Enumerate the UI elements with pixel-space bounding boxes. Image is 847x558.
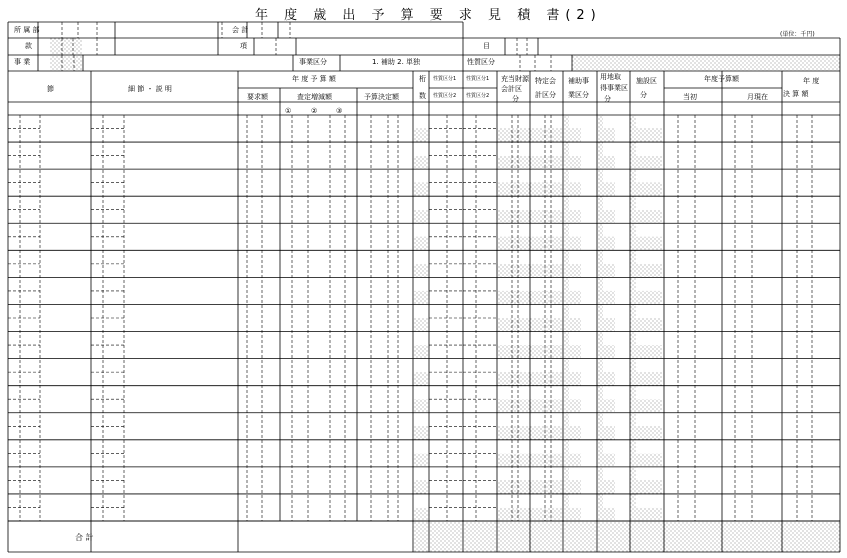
shaded-cell [414,264,428,278]
shaded-cell [597,129,615,143]
shaded-cell [414,291,428,305]
kessan-header-2: 決 算 額 [783,90,809,98]
yochi-header-1: 用地取 [600,73,621,81]
tokutei-header-2: 計区分 [535,91,556,99]
shozoku-label: 所 属 部 [14,26,40,34]
shaded-cell [597,156,615,170]
shaded-cell [563,426,581,440]
juutou-header-2: 会計区 [501,85,522,93]
shaded-cell [414,183,428,197]
shaded-cell [597,507,615,521]
shaded-cell [630,129,662,143]
kou-label: 項 [240,42,247,50]
shaded-cell [414,210,428,224]
shaded-cell [597,345,615,359]
jigyou-kubun-label: 事業区分 [299,58,327,66]
seishitsu2b-header: 性質区分2 [466,93,490,99]
shaded-cell [563,345,581,359]
keta-header: 桁 [419,75,426,83]
shaded-cell [597,210,615,224]
yochi-header-3: 分 [604,95,611,103]
yosangaku-header: 年 度 予 算 額 [292,75,336,83]
shaded-cell [414,318,428,332]
genzai-header: 月現在 [747,93,768,101]
shaded-cell [597,453,615,467]
shaded-cell [414,129,428,143]
shaded-cell [414,372,428,386]
kaikei-label: 会 計 [232,26,249,34]
jigyou-options: 1. 補助 2. 単独 [372,58,421,66]
unit-note: (単位：千円) [780,31,815,38]
shaded-cell [630,372,662,386]
moku-label: 目 [483,42,490,50]
shaded-cell [630,453,662,467]
tokutei-header-1: 特定会 [535,77,556,85]
shaded-cell [414,237,428,251]
seishitsu1a-header: 性質区分1 [433,76,457,82]
shaded-cell [630,318,662,332]
jigyou-label: 事 業 [14,58,31,66]
shaded-cell [414,521,840,552]
shaded-cell [597,291,615,305]
shaded-cell [563,318,581,332]
saimoku-header: 細 節 ・ 説 明 [128,85,172,93]
shaded-cell [630,507,662,521]
kan-label: 款 [25,42,32,50]
hojo-header-1: 補助事 [568,77,589,85]
keta2-header: 数 [419,92,426,100]
shaded-cell [414,345,428,359]
shaded-cell [563,129,581,143]
touhatsu-header: 当初 [683,93,697,101]
satei-header: 査定増減額 [297,93,332,101]
shaded-cell [414,156,428,170]
shisetsu-header-1: 施設区 [636,77,657,85]
shaded-cell [414,453,428,467]
shaded-cell [50,38,82,55]
shaded-cell [597,372,615,386]
shaded-cell [563,453,581,467]
mark-2: ② [311,107,318,115]
shaded-cell [414,399,428,413]
hojo-header-2: 業区分 [568,91,589,99]
mark-1: ① [285,107,292,115]
form-title: 年 度 歳 出 予 算 要 求 見 積 書(2) [255,8,602,23]
shaded-cell [563,237,581,251]
shaded-cell [414,480,428,494]
shaded-cell [597,426,615,440]
shaded-cell [630,345,662,359]
seikaku-kubun-label: 性質区分 [467,58,495,66]
yosan-kettei-header: 予算決定額 [364,93,399,101]
shaded-cell [414,507,428,521]
shaded-cell [414,426,428,440]
shaded-cell [597,480,615,494]
shaded-cell [563,399,581,413]
seishitsu1b-header: 性質区分1 [466,76,490,82]
juutou-header-1: 充当財源 [501,75,529,83]
shaded-cell [563,372,581,386]
shaded-cell [630,156,662,170]
shaded-cell [563,210,581,224]
shaded-cell [630,291,662,305]
shaded-cell [563,264,581,278]
shaded-cell [597,399,615,413]
setsu-header: 節 [47,85,54,93]
shaded-cell [630,237,662,251]
shaded-cell [630,183,662,197]
yochi-header-2: 得事業区 [600,84,628,92]
shaded-cell [597,264,615,278]
shaded-cell [563,480,581,494]
shisetsu-header-2: 分 [640,91,647,99]
youkyuugaku-header: 要求額 [247,93,268,101]
shaded-cell [597,318,615,332]
shaded-cell [630,210,662,224]
shaded-cell [630,399,662,413]
shaded-cell [563,507,581,521]
shaded-cell [630,426,662,440]
seishitsu2a-header: 性質区分2 [433,93,457,99]
shaded-cell [597,183,615,197]
juutou-header-3: 分 [512,95,519,103]
shaded-cell [597,237,615,251]
shaded-cell [563,183,581,197]
shaded-cell [630,264,662,278]
kessan-header-1: 年 度 [803,77,820,85]
shaded-cell [572,55,840,71]
shaded-cell [563,156,581,170]
shaded-cell [50,55,82,71]
shaded-cell [563,291,581,305]
zennen-header: 年度予算額 [704,75,739,83]
total-label: 合 計 [75,533,94,542]
mark-3: ③ [336,107,343,115]
shaded-cell [630,480,662,494]
